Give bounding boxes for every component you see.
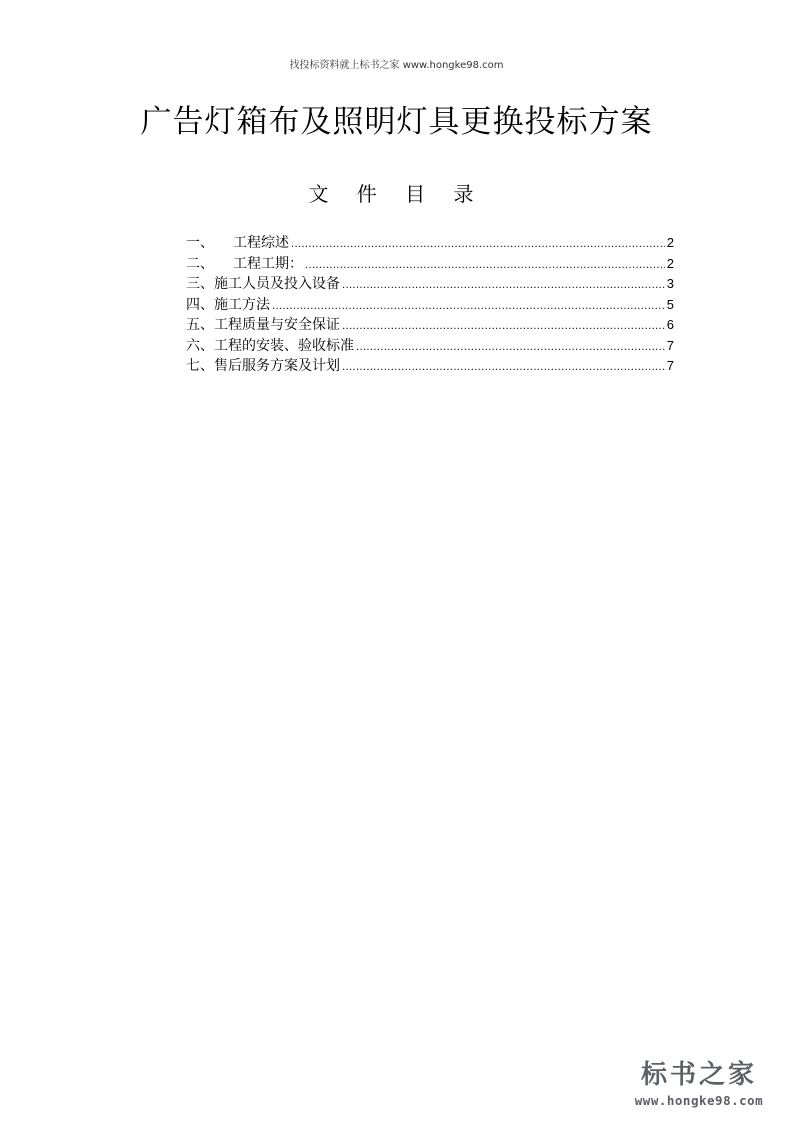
toc-entry-label — [186, 254, 303, 275]
table-of-contents — [186, 233, 674, 377]
toc-entry-number: 三、 — [186, 276, 214, 292]
toc-entry[interactable] — [186, 233, 674, 254]
toc-entry-number: 四、 — [186, 296, 214, 313]
toc-entry-label — [186, 315, 340, 336]
toc-entry-label — [186, 295, 270, 316]
toc-entry-text: 工程的安装、验收标准 — [214, 337, 354, 354]
toc-entry-page: 7 — [666, 358, 674, 373]
watermark-logo — [619, 1054, 779, 1108]
toc-entry-number: 一、 — [186, 235, 214, 251]
toc-entry-number: 二、 — [186, 255, 214, 272]
watermark-brand: 标书之家 — [640, 1060, 757, 1090]
toc-entry-page: 2 — [666, 235, 674, 250]
toc-entry[interactable] — [186, 315, 674, 336]
toc-entry-page: 2 — [666, 255, 674, 271]
toc-entry-label — [186, 356, 340, 377]
toc-dot-leader — [342, 317, 665, 338]
header-note: 找投标资料就上标书之家 www.hongke98.com — [289, 60, 504, 71]
toc-entry-text: 施工人员及投入设备 — [214, 276, 340, 292]
toc-entry-number: 六、 — [186, 337, 214, 354]
toc-entry[interactable] — [186, 295, 674, 316]
toc-dot-leader — [305, 256, 665, 277]
toc-entry-text: 售后服务方案及计划 — [214, 358, 340, 374]
document-title: 广告灯箱布及照明灯具更换投标方案 — [140, 104, 653, 140]
toc-entry-number: 七、 — [186, 358, 214, 374]
toc-entry[interactable] — [186, 356, 674, 377]
toc-dot-leader — [342, 276, 665, 297]
toc-entry-page: 5 — [666, 296, 674, 312]
toc-entry[interactable] — [186, 254, 674, 275]
toc-entry[interactable] — [186, 336, 674, 357]
toc-dot-leader — [342, 358, 665, 379]
toc-entry[interactable] — [186, 274, 674, 295]
toc-entry-page: 6 — [666, 317, 674, 332]
toc-dot-leader — [291, 235, 665, 256]
toc-heading: 文 件 目 录 — [308, 182, 485, 206]
toc-entry-text: 工程工期： — [233, 255, 303, 272]
toc-entry-label — [186, 274, 340, 295]
toc-entry-text: 工程质量与安全保证 — [214, 317, 340, 333]
toc-entry-text: 施工方法 — [214, 296, 270, 313]
toc-dot-leader — [356, 338, 665, 359]
watermark-url: www.hongke98.com — [634, 1093, 764, 1108]
toc-dot-leader — [272, 297, 665, 318]
toc-entry-label — [186, 233, 289, 254]
toc-entry-number: 五、 — [186, 317, 214, 333]
toc-entry-page: 3 — [666, 276, 674, 291]
toc-entry-text: 工程综述 — [233, 235, 289, 251]
toc-entry-label — [186, 336, 354, 357]
toc-entry-page: 7 — [666, 337, 674, 353]
